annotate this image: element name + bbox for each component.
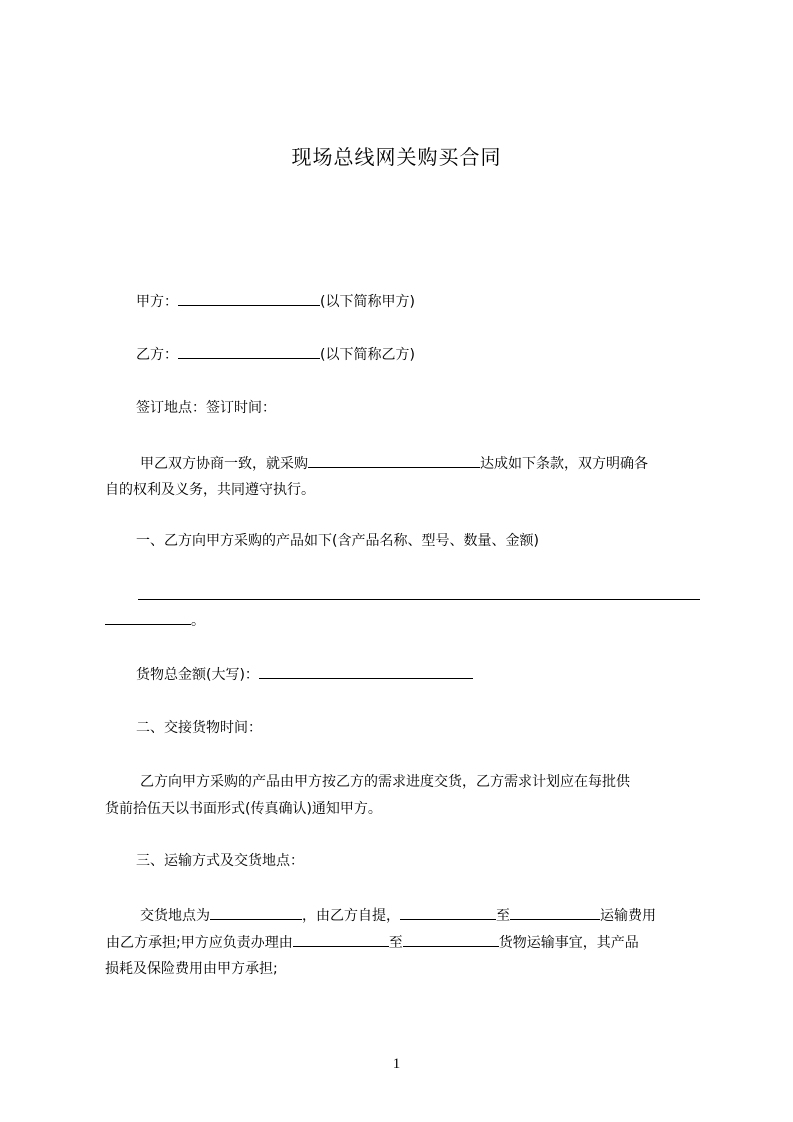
section-3-heading: 三、运输方式及交货地点： xyxy=(136,853,304,869)
section-3-text-a: 交货地点为 xyxy=(140,908,210,924)
pickup-from-blank[interactable] xyxy=(400,905,496,920)
section-3-line-2 xyxy=(106,932,639,953)
intro-line-2: 自的权利及义务，共同遵守执行。 xyxy=(105,482,315,498)
page-number: 1 xyxy=(392,1056,401,1072)
purchase-item-blank[interactable] xyxy=(308,453,480,468)
party-a-line xyxy=(136,291,415,312)
product-list-line-2 xyxy=(105,610,205,631)
party-b-blank[interactable] xyxy=(178,344,320,359)
section-3-text-f: 至 xyxy=(388,935,403,951)
section-3-text-d: 运输费用 xyxy=(600,908,656,924)
party-a-blank[interactable] xyxy=(178,291,320,306)
party-a-label: 甲方： xyxy=(136,294,178,310)
total-amount-label: 货物总金额(大写)： xyxy=(136,667,259,683)
delivery-place-blank[interactable] xyxy=(210,905,302,920)
intro-line-1 xyxy=(140,453,648,474)
intro-text-b: 达成如下条款，双方明确各 xyxy=(480,456,648,472)
total-amount-blank[interactable] xyxy=(259,664,473,679)
section-2-heading: 二、交接货物时间： xyxy=(136,720,262,736)
party-a-suffix: (以下简称甲方) xyxy=(320,294,415,310)
section-2-line-1: 乙方向甲方采购的产品由甲方按乙方的需求进度交货，乙方需求计划应在每批供 xyxy=(140,774,630,790)
product-list-blank-1[interactable] xyxy=(138,599,700,600)
transport-to-blank[interactable] xyxy=(403,932,499,947)
section-3-text-e: 由乙方承担;甲方应负责办理由 xyxy=(106,935,293,951)
section-3-text-b: ，由乙方自提， xyxy=(302,908,400,924)
section-3-line-3: 损耗及保险费用由甲方承担; xyxy=(105,961,278,977)
document-title: 现场总线网关购买合同 xyxy=(291,145,502,169)
pickup-to-blank[interactable] xyxy=(510,905,600,920)
section-3-text-g: 货物运输事宜，其产品 xyxy=(498,935,639,951)
party-b-label: 乙方： xyxy=(136,347,178,363)
product-list-end-mark: 。 xyxy=(191,613,205,629)
party-b-suffix: (以下简称乙方) xyxy=(320,347,415,363)
section-2-line-2: 货前拾伍天以书面形式(传真确认)通知甲方。 xyxy=(105,801,382,817)
total-amount-line xyxy=(136,664,473,685)
transport-from-blank[interactable] xyxy=(293,932,389,947)
product-list-blank-2[interactable] xyxy=(105,610,191,625)
section-3-line-1 xyxy=(140,905,656,926)
party-b-line xyxy=(136,344,415,365)
intro-text-a: 甲乙双方协商一致，就采购 xyxy=(140,456,308,472)
sign-info: 签订地点：签订时间： xyxy=(136,400,276,416)
section-3-text-c: 至 xyxy=(496,908,510,924)
section-1-heading: 一、乙方向甲方采购的产品如下(含产品名称、型号、数量、金额) xyxy=(136,533,539,549)
